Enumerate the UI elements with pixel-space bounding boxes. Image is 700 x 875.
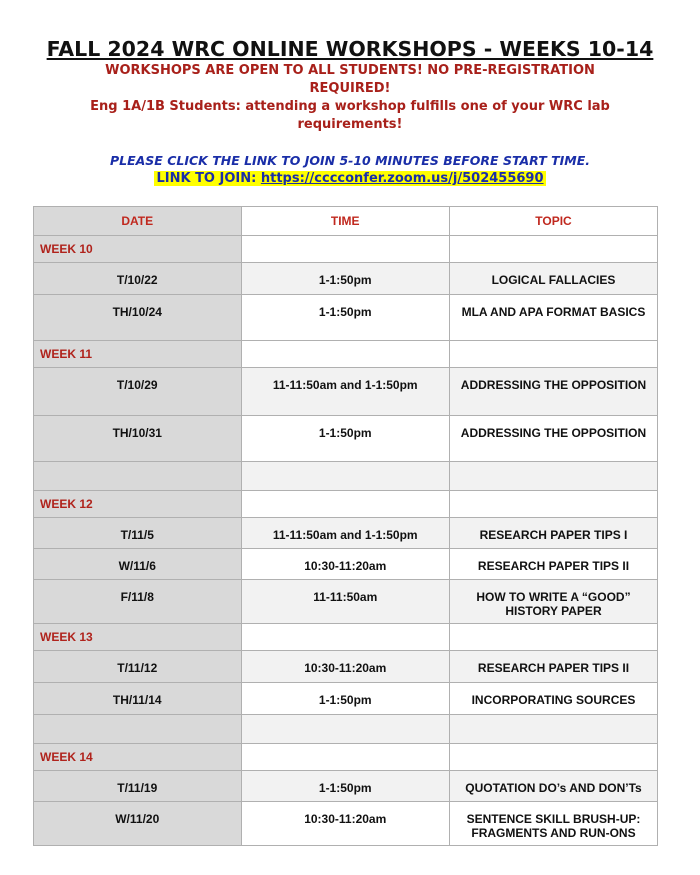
time-cell: 1-1:50pm [241, 295, 449, 341]
time-cell [241, 236, 449, 263]
time-cell: 10:30-11:20am [241, 549, 449, 580]
time-cell: 11-11:50am and 1-1:50pm [241, 368, 449, 416]
date-cell: TH/10/31 [34, 416, 242, 462]
session-row [34, 518, 658, 549]
time-cell: 1-1:50pm [241, 263, 449, 295]
date-cell: T/11/19 [34, 771, 242, 802]
date-cell: TH/11/14 [34, 683, 242, 715]
join-link-label: LINK TO JOIN: [156, 171, 257, 186]
topic-column-header: TOPIC [449, 207, 657, 236]
week-row [34, 341, 658, 368]
session-row [34, 368, 658, 416]
time-cell [241, 715, 449, 744]
topic-cell: ADDRESSING THE OPPOSITION [449, 416, 657, 462]
week-row [34, 491, 658, 518]
topic-cell: MLA AND APA FORMAT BASICS [449, 295, 657, 341]
zoom-link[interactable]: https://cccconfer.zoom.us/j/502455690 [260, 171, 544, 186]
time-cell: 11-11:50am [241, 580, 449, 624]
workshop-schedule-table [33, 206, 658, 846]
time-cell: 1-1:50pm [241, 683, 449, 715]
time-cell [241, 341, 449, 368]
time-cell: 10:30-11:20am [241, 802, 449, 846]
time-cell: 10:30-11:20am [241, 651, 449, 683]
week-row [34, 744, 658, 771]
topic-cell [449, 462, 657, 491]
session-row [34, 771, 658, 802]
time-cell [241, 624, 449, 651]
week-label: WEEK 10 [34, 236, 242, 263]
session-row [34, 651, 658, 683]
session-row [34, 580, 658, 624]
date-cell: T/10/29 [34, 368, 242, 416]
session-row [34, 295, 658, 341]
session-row [34, 549, 658, 580]
topic-cell: ADDRESSING THE OPPOSITION [449, 368, 657, 416]
time-cell [241, 491, 449, 518]
session-row [34, 263, 658, 295]
time-cell: 1-1:50pm [241, 416, 449, 462]
topic-cell: QUOTATION DO’s AND DON’Ts [449, 771, 657, 802]
week-row [34, 236, 658, 263]
open-notice: WORKSHOPS ARE OPEN TO ALL STUDENTS! NO PRE-REGISTRATION REQUIRED! [105, 63, 595, 96]
time-column-header: TIME [241, 207, 449, 236]
flyer-header [0, 36, 700, 188]
date-cell: W/11/6 [34, 549, 242, 580]
topic-cell: LOGICAL FALLACIES [449, 263, 657, 295]
date-column-header: DATE [34, 207, 242, 236]
join-link-line [0, 170, 700, 188]
time-cell: 11-11:50am and 1-1:50pm [241, 518, 449, 549]
session-row [34, 683, 658, 715]
date-cell [34, 715, 242, 744]
topic-cell [449, 715, 657, 744]
session-row [34, 802, 658, 846]
join-instruction: PLEASE CLICK THE LINK TO JOIN 5-10 MINUTES BEFORE START TIME. [109, 153, 591, 168]
date-cell: F/11/8 [34, 580, 242, 624]
page-title: FALL 2024 WRC ONLINE WORKSHOPS - WEEKS 10-14 [46, 37, 654, 61]
topic-cell [449, 491, 657, 518]
topic-cell: RESEARCH PAPER TIPS II [449, 549, 657, 580]
week-row [34, 624, 658, 651]
topic-cell: INCORPORATING SOURCES [449, 683, 657, 715]
table-header-row [34, 207, 658, 236]
date-cell: T/10/22 [34, 263, 242, 295]
time-cell [241, 462, 449, 491]
week-label: WEEK 12 [34, 491, 242, 518]
topic-cell [449, 624, 657, 651]
topic-cell: RESEARCH PAPER TIPS I [449, 518, 657, 549]
date-cell: W/11/20 [34, 802, 242, 846]
week-label: WEEK 13 [34, 624, 242, 651]
date-cell [34, 462, 242, 491]
eng-notice: Eng 1A/1B Students: attending a workshop fulfills one of your WRC lab requirements! [90, 99, 610, 132]
schedule-body [34, 236, 658, 846]
join-link-highlight [154, 171, 545, 186]
topic-cell [449, 341, 657, 368]
topic-cell: HOW TO WRITE A “GOOD” HISTORY PAPER [449, 580, 657, 624]
date-cell: T/11/5 [34, 518, 242, 549]
time-cell: 1-1:50pm [241, 771, 449, 802]
date-cell: T/11/12 [34, 651, 242, 683]
topic-cell [449, 236, 657, 263]
topic-cell: RESEARCH PAPER TIPS II [449, 651, 657, 683]
blank-row [34, 715, 658, 744]
time-cell [241, 744, 449, 771]
date-cell: TH/10/24 [34, 295, 242, 341]
topic-cell [449, 744, 657, 771]
week-label: WEEK 11 [34, 341, 242, 368]
week-label: WEEK 14 [34, 744, 242, 771]
blank-row [34, 462, 658, 491]
topic-cell: SENTENCE SKILL BRUSH-UP: FRAGMENTS AND RUN-ONS [449, 802, 657, 846]
session-row [34, 416, 658, 462]
notice-block [70, 62, 630, 134]
